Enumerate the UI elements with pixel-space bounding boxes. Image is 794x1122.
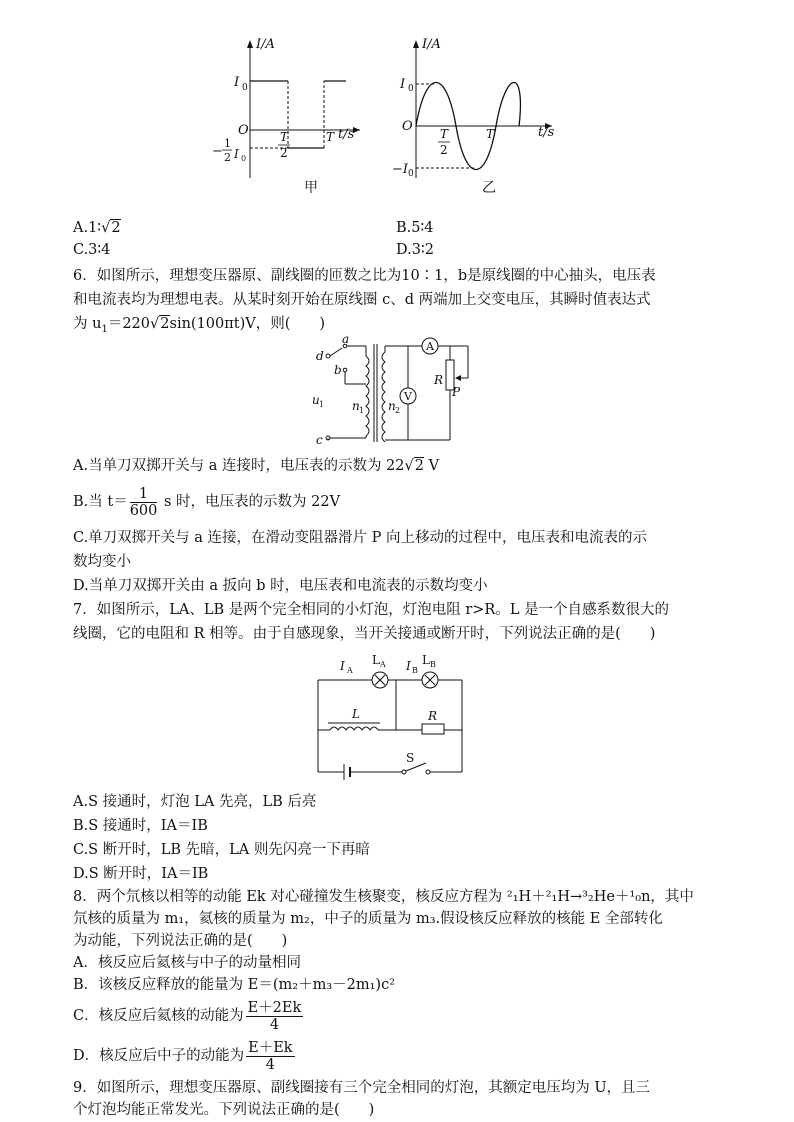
jia-half-T-den: 2: [280, 146, 288, 160]
svg-text:P: P: [452, 385, 461, 399]
svg-text:−: −: [212, 144, 223, 159]
svg-text:L: L: [422, 653, 430, 667]
q5-option-a-text: A.1∶: [73, 220, 102, 236]
q5-option-a: A.1∶√2: [73, 220, 121, 236]
q8-option-a: A．核反应后氦核与中子的动量相同: [73, 955, 301, 971]
svg-text:B: B: [430, 660, 436, 669]
jia-origin: O: [238, 123, 249, 138]
jia-neg-i0: I: [234, 147, 239, 161]
yi-neg-i0-sub: 0: [408, 169, 414, 179]
q6-stem-line3: 为 $u_1=220√2\sin(100\pi t)V$，则( ): [73, 316, 326, 335]
svg-text:L: L: [372, 653, 380, 667]
svg-text:b: b: [334, 363, 342, 377]
figure-jia-square-wave: [210, 28, 370, 198]
svg-text:A: A: [347, 666, 353, 675]
svg-text:A: A: [426, 340, 434, 353]
svg-text:I: I: [340, 659, 345, 673]
svg-text:R: R: [428, 709, 438, 723]
yi-i0-sub: 0: [408, 84, 414, 94]
yi-neg-i0: −I: [392, 162, 409, 177]
jia-i0-label: I: [234, 75, 240, 90]
q9-stem-line1: 9．如图所示，理想变压器原、副线圈接有三个完全相同的灯泡，其额定电压均为 U，且三: [73, 1080, 651, 1096]
yi-half-T-num: T: [440, 127, 449, 141]
svg-text:a: a: [342, 332, 350, 346]
q7-option-a: A.S 接通时，灯泡 LA 先亮，LB 后亮: [73, 794, 317, 810]
svg-text:V: V: [404, 390, 412, 403]
jia-half-T-num: T: [280, 130, 289, 144]
figure-yi-sine-wave: [392, 28, 572, 198]
yi-i0-label: I: [400, 77, 406, 92]
yi-half-T-den: 2: [440, 143, 448, 157]
yi-axis-y-label: I/A: [422, 37, 441, 52]
svg-text:n: n: [352, 399, 360, 413]
yi-axis-x-label: t/s: [538, 125, 555, 140]
svg-text:1: 1: [359, 406, 365, 415]
jia-T-label: T: [326, 130, 335, 144]
q5-option-a-root: 2: [111, 220, 121, 236]
svg-text:1: 1: [319, 400, 325, 409]
q7-stem-line2: 线圈，它的电阻和 R 相等。由于自感现象，当开关接通或断开时，下列说法正确的是( ): [73, 626, 656, 642]
q8-stem-line3: 为动能，下列说法正确的是( ): [73, 933, 288, 949]
q7-option-b: B.S 接通时，IA＝IB: [73, 818, 208, 834]
jia-axis-x-label: t/s: [338, 127, 355, 142]
q7-option-d: D.S 断开时，IA＝IB: [73, 866, 209, 882]
jia-axis-y-label: I/A: [256, 37, 275, 52]
jia-caption: 甲: [304, 180, 318, 196]
jia-i0-sub: 0: [242, 83, 248, 93]
svg-text:c: c: [316, 433, 323, 447]
q7-option-c: C.S 断开时，LB 先暗，LA 则先闪亮一下再暗: [73, 842, 370, 858]
q7-stem-line1: 7．如图所示，LA、LB 是两个完全相同的小灯泡，灯泡电阻 r>R。L 是一个自感系数很大的: [73, 602, 670, 618]
q6-option-c-line1: C.单刀双掷开关与 a 连接，在滑动变阻器滑片 P 向上移动的过程中，电压表和电流表的示: [73, 530, 648, 546]
q6-option-c-line2: 数均变小: [73, 554, 131, 570]
svg-text:n: n: [388, 399, 396, 413]
svg-text:R: R: [434, 373, 444, 387]
q5-option-c: C.3∶4: [73, 242, 111, 258]
q5-option-b: B.5∶4: [396, 220, 434, 236]
svg-text:2: 2: [395, 406, 401, 415]
q6-option-a: A.当单刀双掷开关与 a 连接时，电压表的示数为 22√2 V: [73, 458, 440, 474]
svg-text:B: B: [412, 666, 418, 675]
jia-neg-half-den: 2: [224, 151, 231, 164]
q5-option-d: D.3∶2: [396, 242, 434, 258]
svg-text:L: L: [352, 707, 360, 721]
svg-text:u: u: [312, 393, 320, 407]
q6-stem-line1: 6．如图所示，理想变压器原、副线圈的匝数之比为10∶1，b是原线圈的中心抽头，电压表: [73, 268, 656, 284]
q6-transformer-circuit: [300, 334, 500, 450]
svg-text:d: d: [316, 349, 324, 363]
jia-neg-half-num: 1: [224, 137, 231, 150]
q8-stem-line2: 氘核的质量为 m₁，氦核的质量为 m₂，中子的质量为 m₃.假设核反应释放的核能 E 全部转化: [73, 911, 663, 927]
jia-neg-i0-sub: 0: [241, 154, 247, 163]
q8-stem-line1: 8．两个氘核以相等的动能 Ek 对心碰撞发生核聚变，核反应方程为 ²₁H＋²₁H→³₂He＋¹₀n，其中: [73, 889, 694, 905]
q6-stem-line2: 和电流表均为理想电表。从某时刻开始在原线圈 c、d 两端加上交变电压，其瞬时值表达式: [73, 292, 651, 308]
q6-option-d: D.当单刀双掷开关由 a 扳向 b 时，电压表和电流表的示数均变小: [73, 578, 488, 594]
svg-text:A: A: [380, 660, 386, 669]
q8-option-b: B．该核反应释放的能量为 E＝(m₂＋m₃－2m₁)c²: [73, 977, 396, 993]
yi-origin: O: [402, 119, 413, 134]
q8-option-c: C．核反应后氦核的动能为 $\frac{E+2Ek}{4}$: [73, 999, 302, 1033]
yi-T-label: T: [486, 127, 495, 141]
q7-self-inductance-circuit: [310, 648, 470, 780]
yi-caption: 乙: [482, 180, 496, 196]
q6-option-b: B.当 t＝ $\frac{1}{600}$ s 时，电压表的示数为 22V: [73, 485, 341, 519]
q8-option-d: D．核反应后中子的动能为 $\frac{E+Ek}{4}$: [73, 1039, 293, 1073]
svg-text:S: S: [406, 751, 415, 765]
q9-stem-line2: 个灯泡均能正常发光。下列说法正确的是( ): [73, 1102, 375, 1118]
svg-text:I: I: [406, 659, 411, 673]
